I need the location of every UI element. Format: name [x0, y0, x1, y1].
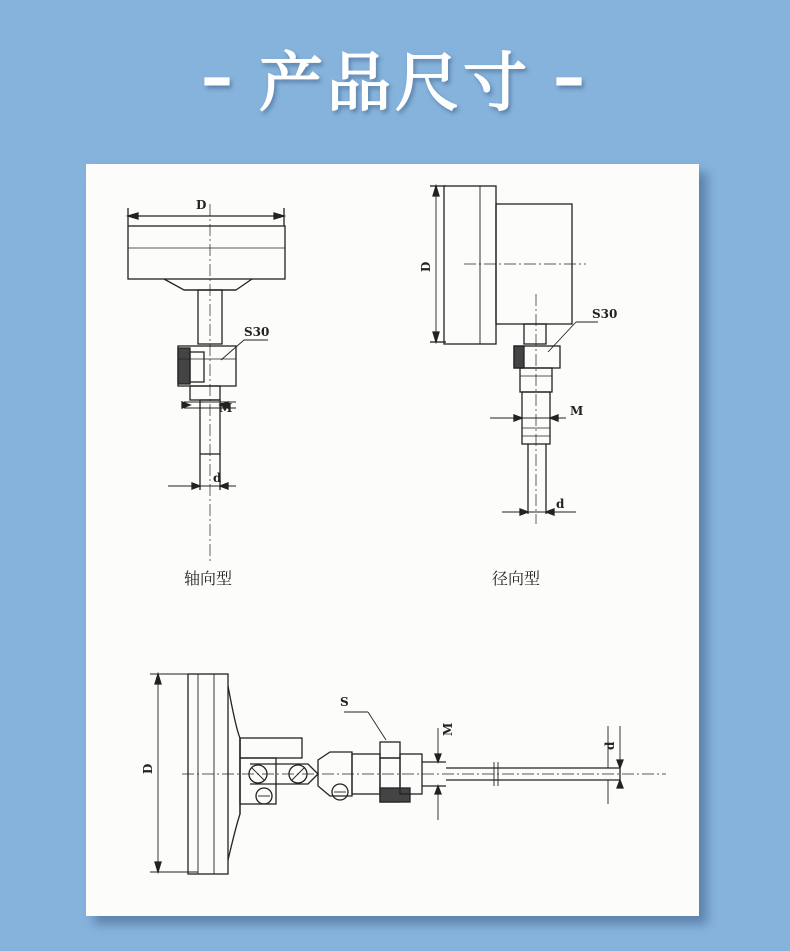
universal-label-d: d [603, 741, 617, 750]
universal-label-S: S [340, 695, 349, 709]
heading-title: 产品尺寸 [259, 47, 531, 121]
radial-label-M: M [570, 404, 584, 418]
radial-type-drawing [419, 186, 617, 524]
universal-label-M: M [441, 722, 455, 736]
axial-type-caption: 轴向型 [184, 569, 233, 588]
axial-label-D: D [196, 198, 207, 212]
universal-label-D: D [141, 763, 155, 774]
radial-label-D: D [419, 261, 433, 272]
dimension-drawing-card [86, 164, 699, 916]
dimension-drawing [86, 164, 699, 916]
axial-label-S30: S30 [244, 325, 270, 339]
radial-label-d: d [556, 497, 565, 511]
axial-label-d: d [213, 471, 222, 485]
universal-type-drawing [141, 674, 666, 874]
radial-label-S30: S30 [592, 307, 618, 321]
page-heading [0, 28, 790, 128]
heading-dash-left: – [201, 41, 237, 115]
radial-type-caption: 径向型 [492, 569, 541, 588]
axial-type-drawing [128, 198, 285, 564]
heading-dash-right: – [553, 41, 589, 115]
axial-label-M: M [219, 401, 233, 415]
